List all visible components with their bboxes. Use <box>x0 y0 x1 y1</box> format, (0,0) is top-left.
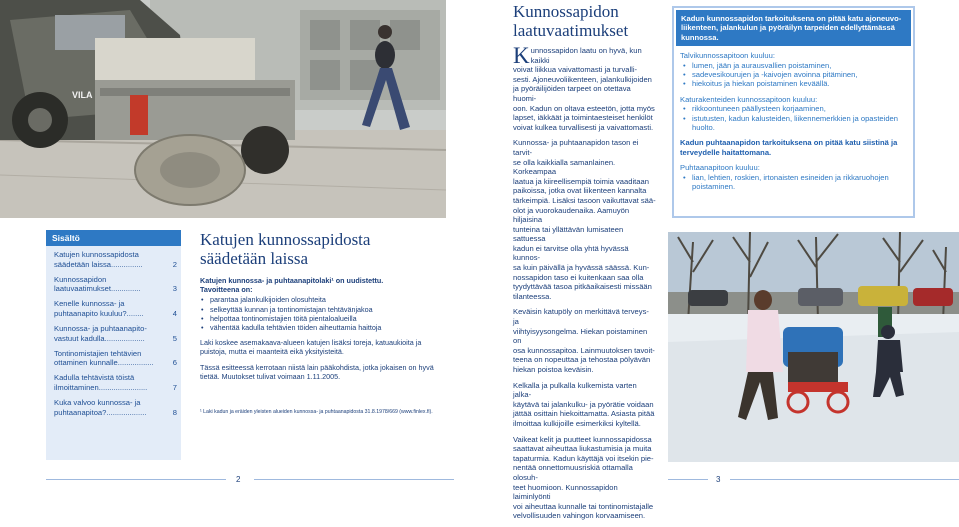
paragraph-accidents: Vaikeat kelit ja puutteet kunnossapidossa saattavat aiheuttaa liukastumisia ja muita tapaturmia. Kadun käyttäjä voi itsekin pie- nentää onnettomuusriskiä ottamalla olosuh- teet huomioon. Kunnossapidon laiminlyönti voi aiheuttaa kunnalle tai tontinomistajalle velvollisuuden vahingon korvaamiseen. <box>513 434 654 521</box>
toc-list <box>46 246 181 417</box>
goal-item: • selkeyttää kunnan ja tontinomistajan tehtävänjakoa <box>200 305 450 314</box>
footer-rule <box>254 479 454 480</box>
toc-item[interactable]: Kadulla tehtävistä töistä ilmoittaminen....................... 7 <box>54 373 177 393</box>
toc-page-number: 3 <box>172 284 177 294</box>
structures-label: Katurakenteiden kunnossapitoon kuuluu: <box>680 94 818 104</box>
toc-page-number: 6 <box>172 358 177 368</box>
info-box-heading: Kadun kunnossapidon tarkoituksena on pitää katu ajoneuvo-liikenteen, jalankulun ja pyöräilyn tarpeiden edellyttämässä kunnossa. <box>676 10 911 46</box>
structures-section <box>680 95 907 133</box>
info-box-body <box>674 48 913 191</box>
right-page-title: Kunnossapidon laatuvaatimukset <box>513 2 629 40</box>
toc-item[interactable]: Kuka valvoo kunnossa- ja puhtaanapitoa?................... 8 <box>54 398 177 417</box>
winter-list <box>680 61 907 89</box>
toc-page-number: 7 <box>172 383 177 393</box>
cleaning-label: Puhtaanapitoon kuuluu: <box>680 163 760 173</box>
right-page-body <box>513 43 656 527</box>
list-item: • hiekoitus ja hiekan poistaminen keväällä. <box>680 79 907 88</box>
toc-page-number: 4 <box>172 308 177 318</box>
winter-street-photo <box>668 232 959 462</box>
list-item: • lian, lehtien, roskien, irtonaisten esineiden ja rikkaruohojen poistaminen. <box>680 173 907 192</box>
paragraph-sled: Kelkalla ja pulkalla kulkemista varten jalka- käytävä tai jalankulku- ja pyörätie voidaan jättää osittain hiekoittamatta. Asiasta pitää ilmoittaa kulkijoille esimerkiksi kyltellä. <box>513 380 655 428</box>
list-item: • lumen, jään ja aurausvallien poistaminen, <box>680 61 907 70</box>
structures-list <box>680 104 907 132</box>
paragraph-dust: Keväisin katupöly on merkittävä terveys- ja viihtyisyysongelma. Hiekan poistaminen on osa kunnossapitoa. Lainmuutoksen tavoit- teena on nopeuttaa ja tehostaa pölyävän hiekan poistoa keväisin. <box>513 307 655 374</box>
paragraph-quality: K unnossapidon laatu on hyvä, kun kaikki voivat liikkua vaivattomasti ja turvalli- sesti. Ajoneuvoliikenteen, jalankulkijoiden ja pyöräilijöiden tarpeet on otettava huomi- oon. Kadun on oltava esteetön, jotta myös lapset, iäkkäät ja toimintaesteiset henkilöt voivat kulkea turvallisesti ja vaivattomasti. <box>513 43 655 132</box>
page-number: 2 <box>236 475 241 484</box>
toc-item[interactable]: Tontinomistajien tehtävien ottaminen kunnalle................. 6 <box>54 348 177 368</box>
footnote: ¹ Laki kadun ja eräiden yleisten alueiden kunnossa- ja puhtaanapidosta 31.8.1978/669 (www.finlex.fi). <box>200 409 433 415</box>
paragraph-level: Kunnossa- ja puhtaanapidon tason ei tarvit- se olla kaikkialla samanlainen. Korkeampaa laatua ja kiireellisempiä toimia vaaditaan paikoissa, jotka ovat liikenteen kannalta tärkeimpiä. Lisäksi tasoon vaikuttavat sää- olot ja vuorokaudenaika. Aamuyön hiljaisina tunteina tai yllättävän lumisateen sattuessa kadun ei tarvitse olla yhtä hyvässä kunnos- sa kuin päivällä ja hyvässä säässä. Kun- nossapidon taso ei kuitenkaan saa olla tyydyttävää tasoa pitkäaikaisesti missään tilanteessa. <box>513 138 656 301</box>
list-item: • istutusten, kadun kalusteiden, liikennemerkkien ja opasteiden huolto. <box>680 114 907 133</box>
toc-heading: Sisältö <box>46 230 181 246</box>
footer-rule <box>668 479 708 480</box>
vehicle-label: VILA <box>72 90 93 100</box>
left-page-title: Katujen kunnossapidosta säädetään laissa <box>200 230 371 268</box>
table-of-contents <box>46 230 181 460</box>
toc-page-number: 8 <box>172 407 177 417</box>
list-item: • sadevesikourujen ja -kaivojen avoinna pitäminen, <box>680 70 907 79</box>
street-sweeper-photo <box>0 0 446 218</box>
toc-item[interactable]: Kenelle kunnossa- ja puhtaanapito kuuluu?........ 4 <box>54 299 177 318</box>
toc-page-number: 2 <box>172 259 177 269</box>
footer-rule <box>46 479 226 480</box>
goal-item: • helpottaa tontinomistajien töitä pientaloalueilla <box>200 314 450 323</box>
cleaning-heading: Kadun puhtaanapidon tarkoituksena on pitää katu siistinä ja terveydelle haitattomana. <box>680 138 898 157</box>
cleaning-list <box>680 173 907 192</box>
left-page-body <box>200 276 450 387</box>
goals-list <box>200 295 450 332</box>
page-number: 3 <box>716 475 721 484</box>
list-item: • rikkoontuneen päällysteen korjaaminen, <box>680 104 907 113</box>
intro-text: Katujen kunnossa- ja puhtaanapitolaki¹ on uudistettu. <box>200 276 384 285</box>
cleaning-section <box>680 163 907 191</box>
maintenance-info-box <box>672 6 915 218</box>
toc-item[interactable]: Katujen kunnossapidosta säädetään laissa............... 2 <box>54 250 177 269</box>
dropcap: K <box>513 43 530 68</box>
goals-label: Tavoitteena on: <box>200 285 253 295</box>
toc-item[interactable]: Kunnossa- ja puhtaanapito- vastuut kadulla................... 5 <box>54 324 177 343</box>
toc-page-number: 5 <box>172 333 177 343</box>
winter-section <box>680 51 907 89</box>
footer-rule <box>730 479 959 480</box>
winter-label: Talvikunnossapitoon kuuluu: <box>680 51 775 61</box>
goal-item: • vähentää kadulla tehtävien töiden aiheuttamia haittoja <box>200 323 450 332</box>
goal-item: • parantaa jalankulkijoiden olosuhteita <box>200 295 450 304</box>
scope-paragraph: Laki koskee asemakaava-alueen katujen lisäksi toreja, katuaukioita ja puistoja, mutta ei maanteitä eikä yksityisteitä. <box>200 338 422 357</box>
effective-date-paragraph: Tässä esitteessä kerrotaan niistä lain pääkohdista, jotka jokaisen on hyvä tietää. Muutokset tulivat voimaan 1.11.2005. <box>200 362 434 381</box>
toc-item[interactable]: Kunnossapidon laatuvaatimukset.............. 3 <box>54 274 177 294</box>
